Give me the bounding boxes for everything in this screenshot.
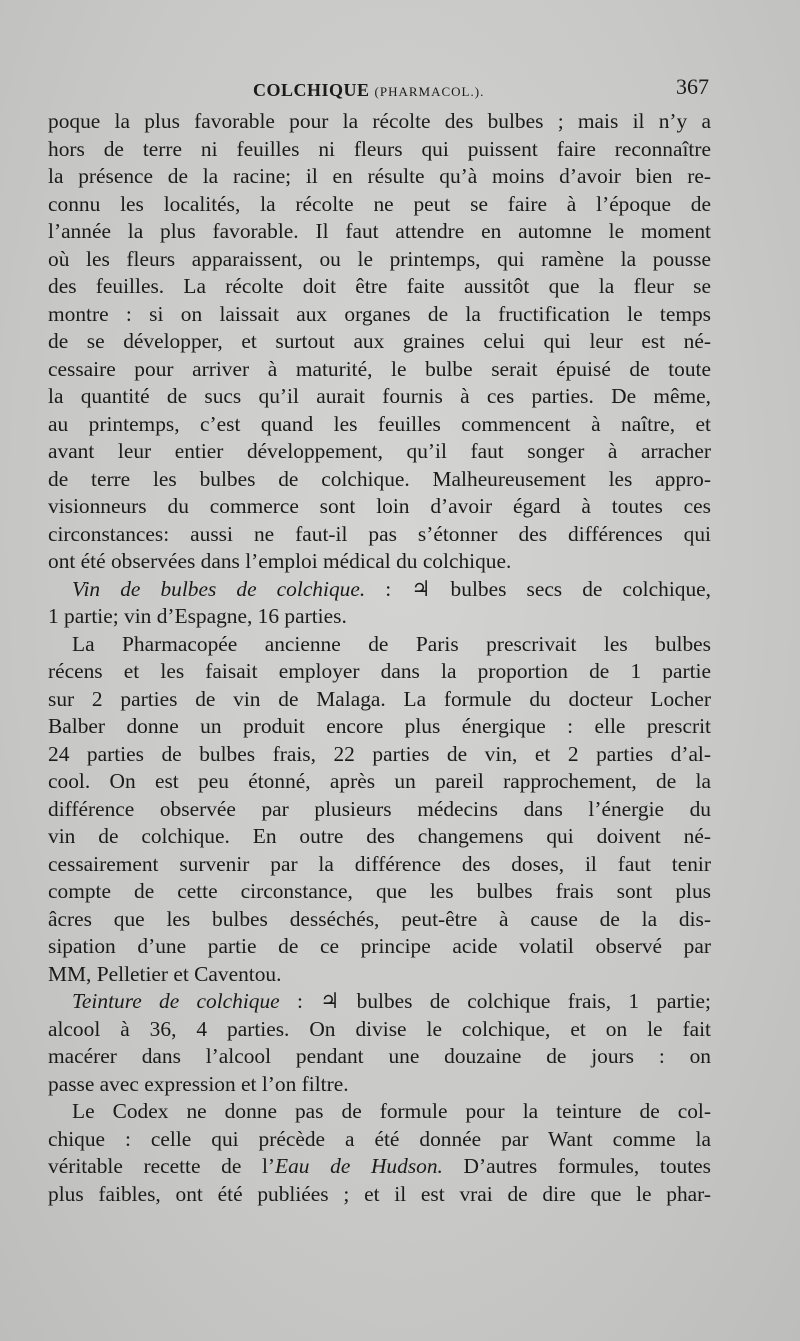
text-run: : ♃ bulbes de colchique frais, 1 partie; (279, 989, 711, 1013)
text-run: D’autres formules, toutes (442, 1154, 711, 1178)
page-number: 367 (676, 74, 709, 99)
text-line: de se développer, et surtout aux graines celui qui leur est né- (48, 329, 711, 353)
text-line: plus faibles, ont été publiées ; et il est vrai de dire que le phar- (48, 1181, 711, 1206)
text-line: montre : si on laissait aux organes de la fructification le temps (48, 301, 711, 326)
running-title (253, 80, 484, 101)
text-run: véritable recette de l’ (48, 1154, 276, 1178)
text-line: macérer dans l’alcool pendant une douzaine de jours : on (48, 1044, 711, 1068)
text-line: âcres que les bulbes desséchés, peut-être à cause de la dis- (48, 906, 711, 931)
text-line: où les fleurs apparaissent, ou le printemps, qui ramène la pousse (48, 246, 711, 271)
text-line: la présence de la racine; il en résulte qu’à moins d’avoir bien re- (48, 164, 711, 188)
text-line: vin de colchique. En outre des changemens qui doivent né- (48, 824, 711, 848)
text-line: avant leur entier développement, qu’il faut songer à arracher (48, 439, 711, 463)
text-line: récens et les faisait employer dans la proportion de 1 partie (48, 659, 711, 683)
text-line: sipation d’une partie de ce principe acide volatil observé par (48, 934, 711, 958)
text-line: alcool à 36, 4 parties. On divise le colchique, et on le fait (48, 1016, 711, 1041)
text-line: cool. On est peu étonné, après un pareil rapprochement, de la (48, 769, 711, 793)
text-line: différence observée par plusieurs médecins dans l’énergie du (48, 796, 711, 821)
paragraph-3 (48, 631, 711, 989)
text-line: l’année la plus favorable. Il faut attendre en automne le moment (48, 219, 711, 243)
text-line: cessaire pour arriver à maturité, le bulbe serait épuisé de toute (48, 356, 711, 381)
text-line: Le Codex ne donne pas de formule pour la teinture de col- (72, 1099, 711, 1123)
italic-heading: Vin de bulbes de colchique. (72, 576, 366, 601)
text-line: visionneurs du commerce sont loin d’avoir égard à toutes ces (48, 494, 711, 518)
text-line: Balber donne un produit encore plus énergique : elle prescrit (48, 714, 711, 738)
text-run: : ♃ bulbes secs de colchique, (365, 576, 711, 601)
text-line: 1 partie; vin d’Espagne, 16 parties. (48, 604, 347, 628)
text-line: chique : celle qui précède a été donnée par Want comme la (48, 1126, 711, 1151)
text-line: circonstances: aussi ne faut-il pas s’étonner des différences qui (48, 521, 711, 546)
italic-heading: Teinture de colchique (72, 989, 280, 1013)
text-line (48, 988, 711, 1016)
paragraph-5 (48, 1098, 711, 1208)
text-line: La Pharmacopée ancienne de Paris prescrivait les bulbes (72, 631, 711, 656)
paragraph-1 (48, 108, 711, 576)
text-line: hors de terre ni feuilles ni fleurs qui puissent faire reconnaître (48, 136, 711, 161)
text-line (48, 1153, 711, 1181)
italic-title: Eau de Hudson. (275, 1154, 443, 1178)
text-line: MM, Pelletier et Caventou. (48, 961, 282, 986)
text-line: des feuilles. La récolte doit être faite aussitôt que la fleur se (48, 274, 711, 298)
text-line (48, 576, 711, 604)
text-line: au printemps, c’est quand les feuilles commencent à naître, et (48, 411, 711, 436)
text-line: cessairement survenir par la différence des doses, il faut tenir (48, 851, 711, 876)
paragraph-4 (48, 988, 711, 1098)
text-line: la quantité de sucs qu’il aurait fournis à ces parties. De même, (48, 384, 711, 408)
text-line: 24 parties de bulbes frais, 22 parties de vin, et 2 parties d’al- (48, 741, 711, 766)
text-line: compte de cette circonstance, que les bulbes frais sont plus (48, 879, 711, 903)
page-header (48, 74, 713, 106)
body-text (48, 108, 711, 1208)
text-line: de terre les bulbes de colchique. Malheureusement les appro- (48, 466, 711, 491)
text-line: sur 2 parties de vin de Malaga. La formule du docteur Locher (48, 686, 711, 711)
running-title-main: COLCHIQUE (253, 80, 370, 100)
text-line: ont été observées dans l’emploi médical du colchique. (48, 549, 512, 573)
text-line: connu les localités, la récolte ne peut se faire à l’époque de (48, 191, 711, 216)
running-title-sub: (PHARMACOL.). (374, 84, 485, 99)
text-line: passe avec expression et l’on filtre. (48, 1071, 349, 1096)
paragraph-2 (48, 576, 711, 631)
text-line: poque la plus favorable pour la récolte des bulbes ; mais il n’y a (48, 109, 711, 133)
